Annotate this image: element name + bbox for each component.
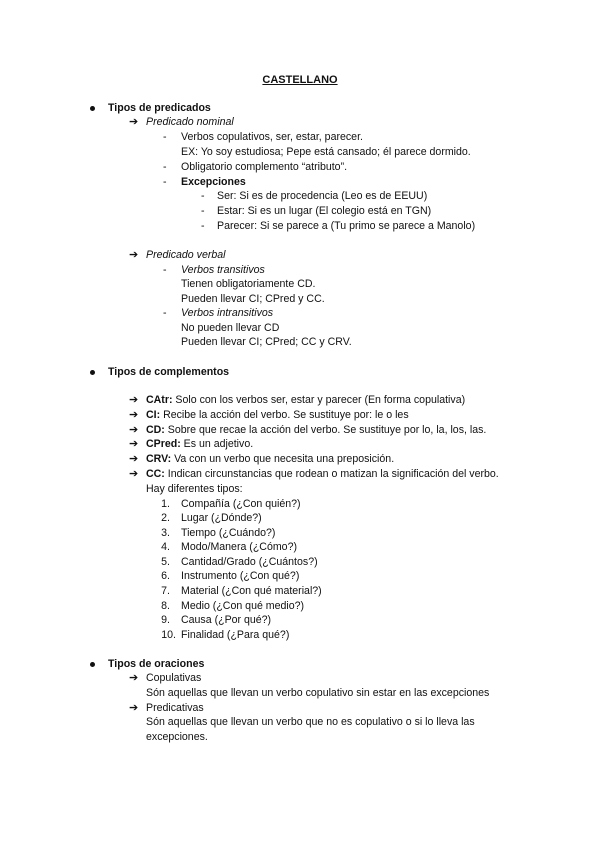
list-item: No pueden llevar CD <box>181 322 280 334</box>
term: CPred: <box>146 438 181 450</box>
arrow-icon: ➔ <box>129 409 139 421</box>
predicativas-description: excepciones. <box>146 731 208 743</box>
arrow-icon: ➔ <box>129 438 139 450</box>
definition: Sobre que recae la acción del verbo. Se sustituye por lo, la, los, las. <box>164 424 487 436</box>
list-item: Tiempo (¿Cuándo?) <box>181 527 276 539</box>
term: CC: <box>146 468 165 480</box>
list-item: Cantidad/Grado (¿Cuántos?) <box>181 556 318 568</box>
definition: Es un adjetivo. <box>180 438 254 450</box>
list-item: Medio (¿Con qué medio?) <box>181 600 305 612</box>
list-number: 3. <box>161 527 170 539</box>
list-number: 4. <box>161 541 170 553</box>
dash-icon: - <box>163 131 167 143</box>
list-item: Modo/Manera (¿Cómo?) <box>181 541 297 553</box>
section-heading-predicados: Tipos de predicados <box>108 102 211 114</box>
list-item: Ser: Si es de procedencia (Leo es de EEUU) <box>217 190 428 202</box>
list-number: 8. <box>161 600 170 612</box>
list-item: Estar: Si es un lugar (El colegio está en TGN) <box>217 205 432 217</box>
list-item <box>146 408 409 422</box>
term: CI: <box>146 409 161 421</box>
list-item: Verbos copulativos, ser, estar, parecer. <box>181 131 363 143</box>
list-item: Obligatorio complemento “atributo”. <box>181 161 348 173</box>
list-item <box>146 467 499 481</box>
term: CRV: <box>146 453 172 465</box>
list-number: 2. <box>161 512 170 524</box>
bullet-icon <box>90 370 95 375</box>
dash-icon: - <box>201 190 205 202</box>
dash-icon: - <box>163 176 167 188</box>
section-heading-complementos: Tipos de complementos <box>108 366 230 378</box>
copulativas-label: Copulativas <box>146 672 202 684</box>
arrow-icon: ➔ <box>129 249 139 261</box>
copulativas-description: Són aquellas que llevan un verbo copulativo sin estar en las excepciones <box>146 687 490 699</box>
list-number: 9. <box>161 614 170 626</box>
list-number: 5. <box>161 556 170 568</box>
dash-icon: - <box>201 205 205 217</box>
list-item: Finalidad (¿Para qué?) <box>181 629 290 641</box>
arrow-icon: ➔ <box>129 424 139 436</box>
list-number: 10. <box>161 629 176 641</box>
arrow-outline-icon: ➔ <box>129 672 139 684</box>
excepciones-label: Excepciones <box>181 176 246 188</box>
arrow-icon: ➔ <box>129 453 139 465</box>
list-item: Material (¿Con qué material?) <box>181 585 322 597</box>
dash-icon: - <box>201 220 205 232</box>
list-item: Tienen obligatoriamente CD. <box>181 278 316 290</box>
list-item: Compañía (¿Con quién?) <box>181 498 301 510</box>
arrow-icon: ➔ <box>129 394 139 406</box>
list-item <box>146 452 394 466</box>
list-number: 1. <box>161 498 170 510</box>
list-item <box>146 437 253 451</box>
arrow-icon: ➔ <box>129 468 139 480</box>
list-item: EX: Yo soy estudiosa; Pepe está cansado; él parece dormido. <box>181 146 471 158</box>
section-heading-oraciones: Tipos de oraciones <box>108 658 205 670</box>
term: CD: <box>146 424 165 436</box>
dash-icon: - <box>163 307 167 319</box>
list-item: Lugar (¿Dónde?) <box>181 512 262 524</box>
list-item: Parecer: Si se parece a (Tu primo se parece a Manolo) <box>217 220 476 232</box>
list-item <box>146 393 465 407</box>
definition: Recibe la acción del verbo. Se sustituye por: le o les <box>160 409 409 421</box>
list-item: Instrumento (¿Con qué?) <box>181 570 300 582</box>
term: CAtr: <box>146 394 173 406</box>
list-item: Causa (¿Por qué?) <box>181 614 272 626</box>
predicado-verbal-label: Predicado verbal <box>146 249 226 261</box>
arrow-icon: ➔ <box>129 116 139 128</box>
definition: Va con un verbo que necesita una preposición. <box>171 453 395 465</box>
list-item: Pueden llevar CI; CPred; CC y CRV. <box>181 336 352 348</box>
cc-note: Hay diferentes tipos: <box>146 483 243 495</box>
predicado-nominal-label: Predicado nominal <box>146 116 234 128</box>
bullet-icon <box>90 106 95 111</box>
arrow-outline-icon: ➔ <box>129 702 139 714</box>
dash-icon: - <box>163 161 167 173</box>
dash-icon: - <box>163 264 167 276</box>
list-item: Pueden llevar CI; CPred y CC. <box>181 293 325 305</box>
page-title: CASTELLANO <box>262 74 338 86</box>
predicativas-label: Predicativas <box>146 702 204 714</box>
verbos-intransitivos-label: Verbos intransitivos <box>181 307 274 319</box>
list-number: 7. <box>161 585 170 597</box>
definition: Indican circunstancias que rodean o matizan la significación del verbo. <box>164 468 499 480</box>
definition: Solo con los verbos ser, estar y parecer (En forma copulativa) <box>172 394 466 406</box>
bullet-icon <box>90 662 95 667</box>
list-number: 6. <box>161 570 170 582</box>
predicativas-description: Són aquellas que llevan un verbo que no es copulativo o si lo lleva las <box>146 716 475 728</box>
verbos-transitivos-label: Verbos transitivos <box>181 264 265 276</box>
list-item <box>146 423 486 437</box>
